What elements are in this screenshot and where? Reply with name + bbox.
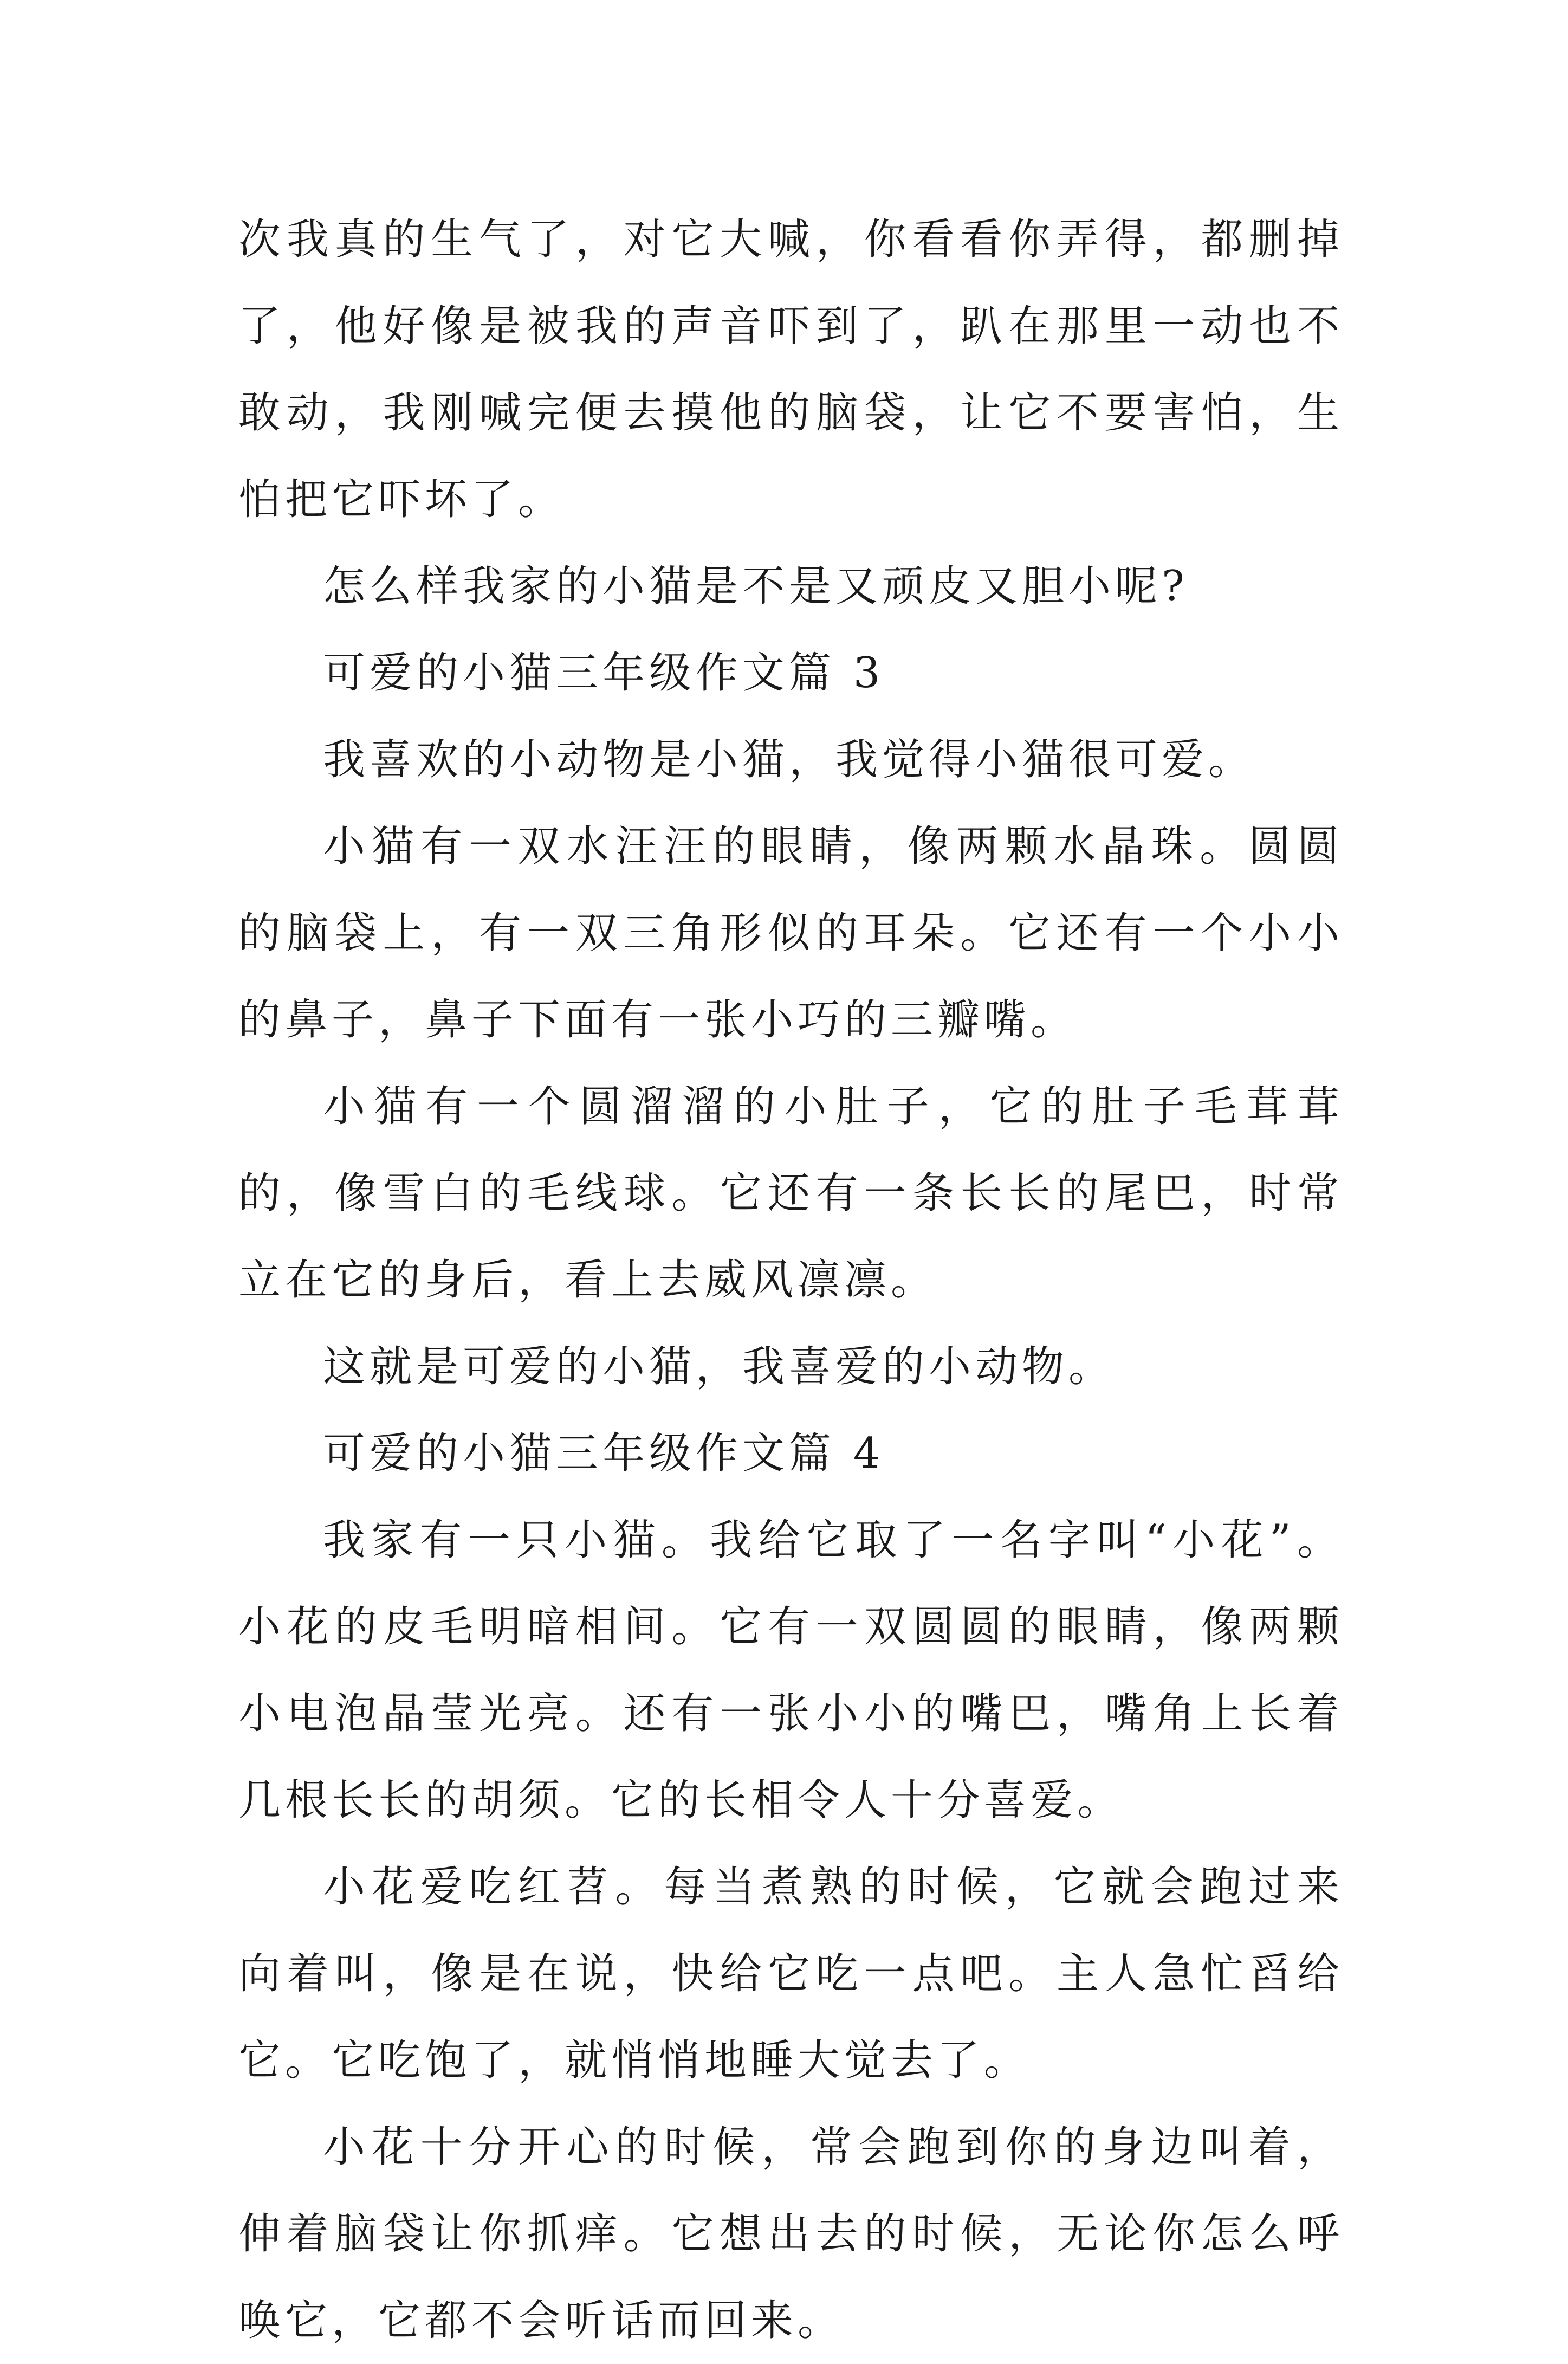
paragraph: 小猫有一个圆溜溜的小肚子，它的肚子毛茸茸的，像雪白的毛线球。它还有一条长长的尾巴，时常立在它的身后，看上去威风凛凛。: [238, 1082, 1344, 1304]
paragraph: 我家有一只小猫。我给它取了一名字叫“小花”。小花的皮毛明暗相间。它有一双圆圆的眼睛，像两颗小电泡晶莹光亮。还有一张小小的嘴巴，嘴角上长着几根长长的胡须。它的长相令人十分喜爱。: [238, 1516, 1344, 1825]
paragraph: 这就是可爱的小猫，我喜爱的小动物。: [323, 1342, 1116, 1391]
paragraph: 小猫有一双水汪汪的眼睛，像两颗水晶珠。圆圆的脑袋上，有一双三角形似的耳朵。它还有一个小小的鼻子，鼻子下面有一张小巧的三瓣嘴。: [238, 822, 1344, 1044]
paragraph: 我喜欢的小动物是小猫，我觉得小猫很可爱。: [323, 735, 1255, 784]
paragraph: 小花爱吃红苕。每当煮熟的时候，它就会跑过来向着叫，像是在说，快给它吃一点吧。主人急忙舀给它。它吃饱了，就悄悄地睡大觉去了。: [238, 1863, 1344, 2085]
document-body: [238, 196, 1344, 2364]
section-heading: 可爱的小猫三年级作文篇 3: [323, 649, 885, 697]
paragraph: 怎么样我家的小猫是不是又顽皮又胆小呢?: [323, 562, 1189, 611]
paragraph: 次我真的生气了，对它大喊，你看看你弄得，都删掉了，他好像是被我的声音吓到了，趴在那里一动也不敢动，我刚喊完便去摸他的脑袋，让它不要害怕，生怕把它吓坏了。: [238, 215, 1344, 524]
paragraph: 小花十分开心的时候，常会跑到你的身边叫着，伸着脑袋让你抓痒。它想出去的时候，无论你怎么呼唤它，它都不会听话而回来。: [238, 2123, 1344, 2345]
section-heading: 可爱的小猫三年级作文篇 4: [323, 1429, 885, 1478]
